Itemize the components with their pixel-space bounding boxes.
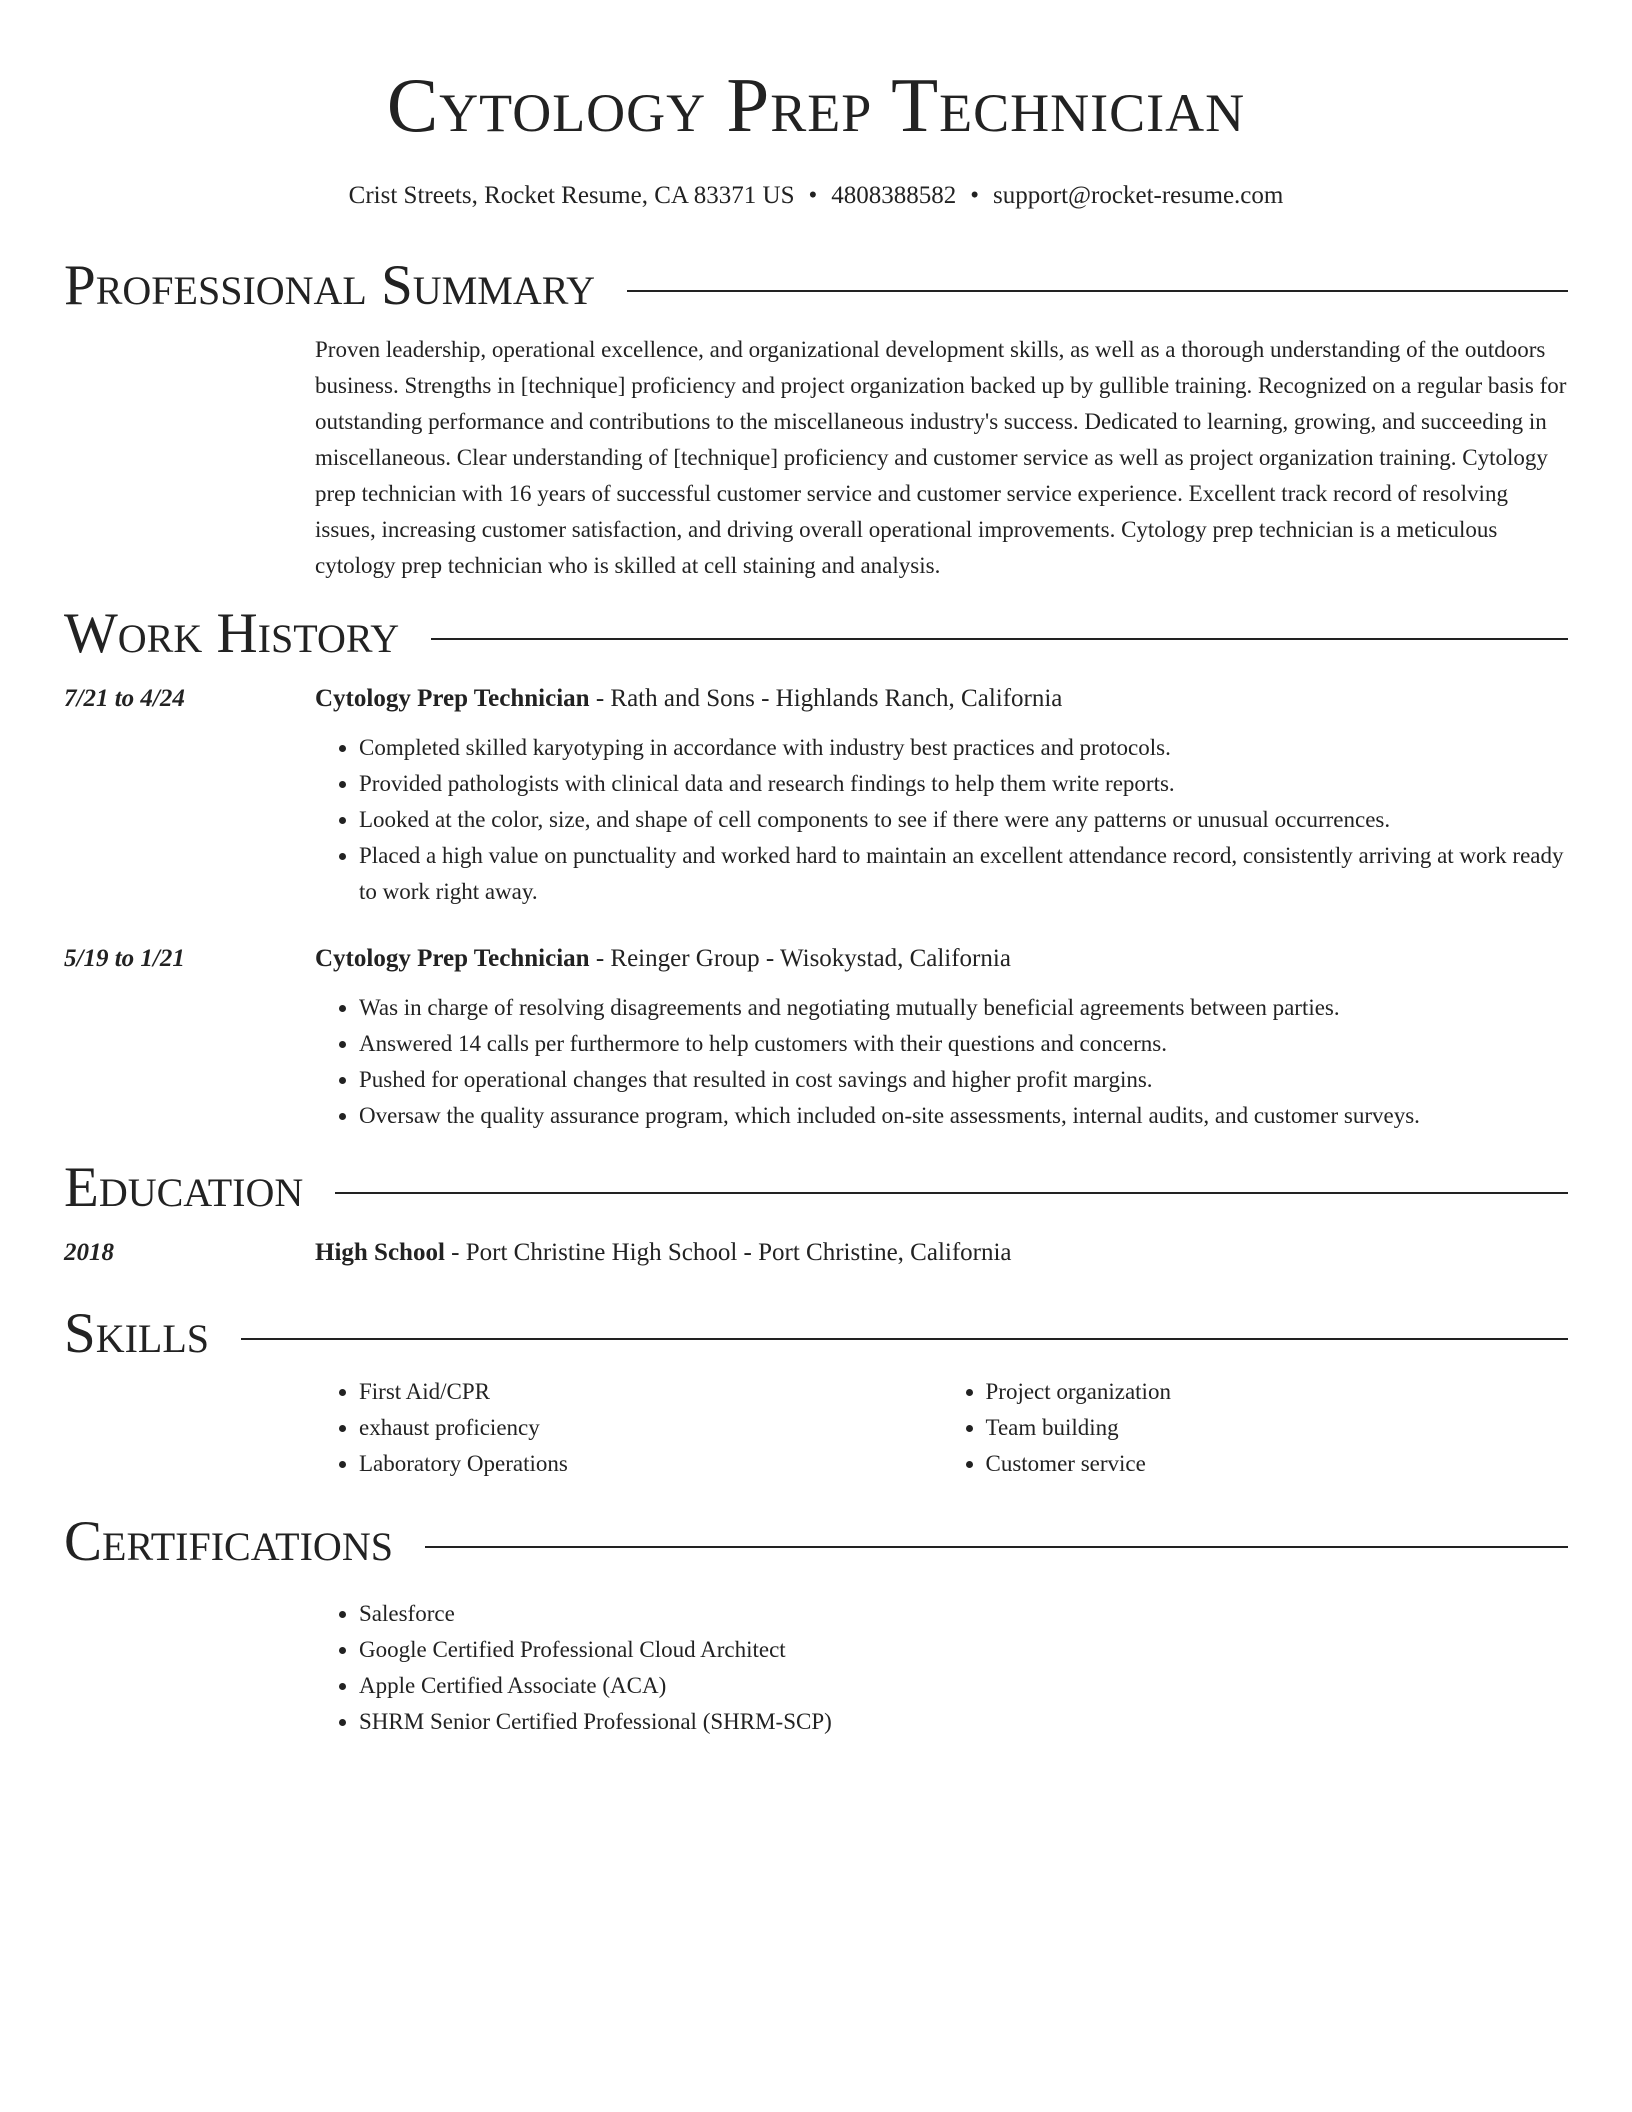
certifications-content xyxy=(315,1596,1568,1740)
skills-list-right xyxy=(942,1374,1569,1482)
job-dates: 5/19 to 1/21 xyxy=(64,945,185,972)
skills-columns xyxy=(315,1374,1568,1482)
education-section xyxy=(64,1148,1568,1270)
separator-dot: • xyxy=(970,182,980,209)
degree: High School xyxy=(315,1239,445,1266)
job-title: Cytology Prep Technician xyxy=(315,945,590,972)
section-divider xyxy=(627,290,1568,292)
contact-line xyxy=(64,180,1568,212)
education-line xyxy=(315,1236,1012,1270)
certification-item: • Apple Certified Associate (ACA) xyxy=(359,1668,1568,1704)
certifications-list xyxy=(315,1596,1568,1740)
skill-item: • exhaust proficiency xyxy=(359,1410,942,1446)
skill-item: • Customer service xyxy=(986,1446,1569,1482)
job-dates: 7/21 to 4/24 xyxy=(64,685,185,712)
skill-item: • First Aid/CPR xyxy=(359,1374,942,1410)
certification-item: • Google Certified Professional Cloud Architect xyxy=(359,1632,1568,1668)
section-divider xyxy=(241,1338,1568,1340)
skill-item: • Laboratory Operations xyxy=(359,1446,942,1482)
certifications-section xyxy=(64,1502,1568,1740)
job-bullets xyxy=(315,990,1568,1134)
section-divider xyxy=(431,638,1568,640)
section-heading xyxy=(64,1148,1568,1228)
section-heading xyxy=(64,246,1568,326)
skills-list-left xyxy=(315,1374,942,1482)
skills-section xyxy=(64,1294,1568,1482)
work-history-section xyxy=(64,594,1568,1134)
job-details: - Reinger Group - Wisokystad, California xyxy=(589,945,1011,972)
resume-page xyxy=(64,0,1568,1740)
education-year: 2018 xyxy=(64,1239,114,1266)
section-heading xyxy=(64,1294,1568,1374)
list-item: • Provided pathologists with clinical data and research findings to help them write reports. xyxy=(359,766,1568,802)
summary-text: Proven leadership, operational excellence, and organizational development skills, as well as a thorough understanding of the outdoors business. Strengths in [technique] proficiency and project organization backed up by gullible training. Recognized on a regular basis for outstanding performance and contributions to the miscellaneous industry's success. Dedicated to learning, growing, and succeeding in miscellaneous. Clear understanding of [technique] proficiency and customer service as well as project organization training. Cytology prep technician with 16 years of successful customer service and customer service experience. Excellent track record of resolving issues, increasing customer satisfaction, and driving overall operational improvements. Cytology prep technician is a meticulous cytology prep technician who is skilled at cell staining and analysis. xyxy=(315,337,1567,578)
job-entry xyxy=(64,942,1568,1134)
section-divider xyxy=(335,1192,1568,1194)
list-item: • Was in charge of resolving disagreements and negotiating mutually beneficial agreements between parties. xyxy=(359,990,1568,1026)
phone: 4808388582 xyxy=(831,182,957,209)
section-title: Education xyxy=(64,1156,304,1219)
resume-header xyxy=(64,0,1568,212)
job-header xyxy=(64,942,1568,976)
section-title: Skills xyxy=(64,1302,210,1365)
section-divider xyxy=(425,1546,1568,1548)
section-title: Certifications xyxy=(64,1510,393,1573)
email: support@rocket-resume.com xyxy=(993,182,1284,209)
skill-item: • Project organization xyxy=(986,1374,1569,1410)
list-item: • Looked at the color, size, and shape of cell components to see if there were any patterns or unusual occurrences. xyxy=(359,802,1568,838)
job-header xyxy=(64,682,1568,716)
education-entry xyxy=(64,1236,1568,1270)
certification-item: • SHRM Senior Certified Professional (SHRM-SCP) xyxy=(359,1704,1568,1740)
section-heading xyxy=(64,1502,1568,1582)
list-item: • Oversaw the quality assurance program, which included on-site assessments, internal audits, and customer surveys. xyxy=(359,1098,1568,1134)
job-details: - Rath and Sons - Highlands Ranch, California xyxy=(589,685,1063,712)
skill-item: • Team building xyxy=(986,1410,1569,1446)
candidate-name: Cytology Prep Technician xyxy=(386,62,1246,148)
list-item: • Completed skilled karyotyping in accordance with industry best practices and protocols. xyxy=(359,730,1568,766)
section-heading xyxy=(64,594,1568,674)
certification-item: • Salesforce xyxy=(359,1596,1568,1632)
job-entry xyxy=(64,682,1568,910)
address: Crist Streets, Rocket Resume, CA 83371 US xyxy=(348,182,795,209)
section-title: Work History xyxy=(64,602,400,665)
job-line xyxy=(315,942,1011,976)
job-line xyxy=(315,682,1062,716)
list-item: • Pushed for operational changes that resulted in cost savings and higher profit margins. xyxy=(359,1062,1568,1098)
list-item: • Answered 14 calls per furthermore to help customers with their questions and concerns. xyxy=(359,1026,1568,1062)
section-title: Professional Summary xyxy=(64,254,596,317)
list-item: • Placed a high value on punctuality and worked hard to maintain an excellent attendance record, consistently arriving at work ready to work right away. xyxy=(359,838,1568,910)
summary-section xyxy=(64,246,1568,584)
job-title: Cytology Prep Technician xyxy=(315,685,590,712)
separator-dot: • xyxy=(808,182,818,209)
school-details: - Port Christine High School - Port Christine, California xyxy=(444,1239,1012,1266)
job-bullets xyxy=(315,730,1568,910)
